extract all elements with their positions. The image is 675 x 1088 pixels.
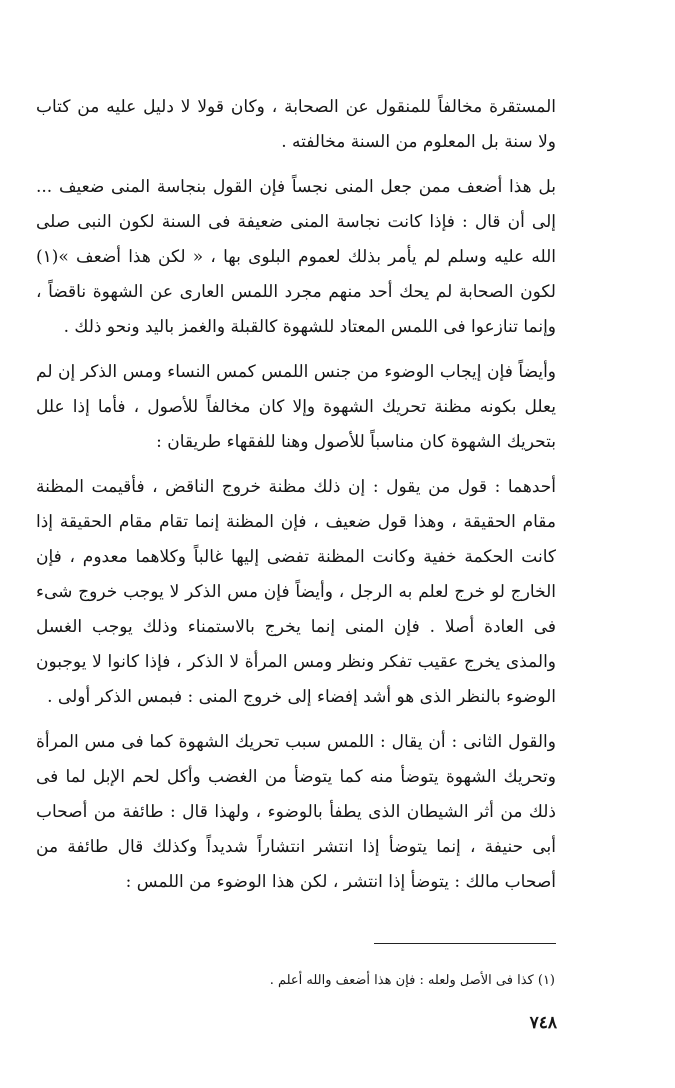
footnote: (١) كذا فى الأصل ولعله : فإن هذا أضعف والله أعلم . [269,973,555,988]
paragraph-5: والقول الثانى : أن يقال : اللمس سبب تحريك الشهوة كما فى مس المرأة وتحريك الشهوة يتوضأ منه كما يتوضأ من الغضب وأكل لحم الإبل لما فى ذلك من أثر الشيطان الذى يطفأ بالوضوء ، ولهذا قال : طائفة من أصحاب أبى حنيفة ، إنما يتوضأ إذا انتشر انتشاراً شديداً وكذلك قال طائفة من أصحاب مالك : يتوضأ إذا انتشر ، لكن هذا الوضوء من اللمس : [36,732,556,892]
page-body [36,88,556,900]
page-number: ٧٤٨ [529,1013,557,1033]
paragraph-3: وأيضاً فإن إيجاب الوضوء من جنس اللمس كمس النساء ومس الذكر إن لم يعلل بكونه مظنة تحريك الشهوة وإلا كان مخالفاً للأصول ، فأما إذا علل بتحريك الشهوة كان مناسباً للأصول وهنا للفقهاء طريقان : [36,362,556,452]
paragraph-2: بل هذا أضعف ممن جعل المنى نجساً فإن القول بنجاسة المنى ضعيف ... إلى أن قال : فإذا كانت نجاسة المنى ضعيفة فى السنة لكون النبى صلى الله عليه وسلم لم يأمر بذلك لعموم البلوى بها ، « لكن هذا أضعف »(١) لكون الصحابة لم يحك أحد منهم مجرد اللمس العارى عن الشهوة ناقضاً ، وإنما تنازعوا فى اللمس المعتاد للشهوة كالقبلة والغمز باليد ونحو ذلك . [36,177,556,337]
paragraph-1: المستقرة مخالفاً للمنقول عن الصحابة ، وكان قولا لا دليل عليه من كتاب ولا سنة بل المعلوم من السنة مخالفته . [36,97,556,152]
paragraph-4: أحدهما : قول من يقول : إن ذلك مظنة خروج الناقض ، فأقيمت المظنة مقام الحقيقة ، وهذا قول ضعيف ، فإن المظنة إنما تقام مقام الحقيقة إذا كانت الحكمة خفية وكانت المظنة تفضى إليها غالباً وكلاهما معدوم ، فإن الخارج لو خرج لعلم به الرجل ، وأيضاً فإن مس الذكر لا يوجب خروج شىء فى العادة أصلا . فإن المنى إنما يخرج بالاستمناء وذلك يوجب الغسل والمذى يخرج عقيب تفكر ونظر ومس المرأة لا الذكر ، فإذا كانوا لا يوجبون الوضوء بالنظر الذى هو أشد إفضاء إلى خروج المنى : فبمس الذكر أولى . [36,477,556,707]
footnote-divider [374,943,556,944]
